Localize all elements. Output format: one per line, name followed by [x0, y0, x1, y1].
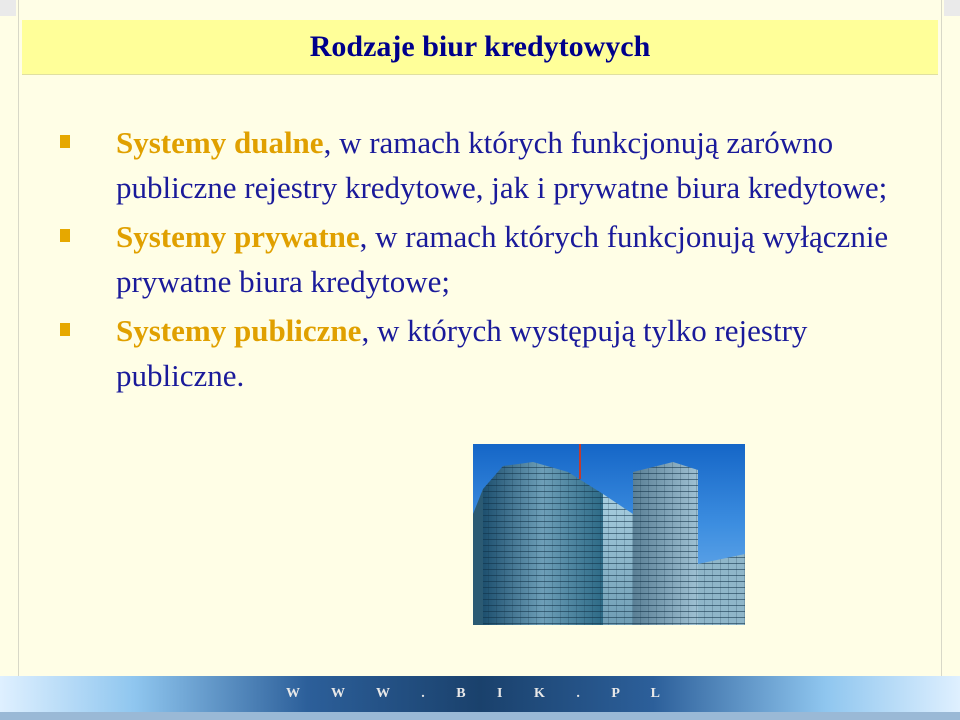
right-guide-line	[941, 0, 942, 690]
footer-website: W W W . B I K . P L	[285, 686, 675, 701]
rear-tower-floors	[633, 462, 698, 625]
bullet-highlight: Systemy publiczne	[116, 313, 362, 348]
bullet-text: , w których występują tylko rejestry publiczne.	[116, 313, 808, 393]
bullet-highlight: Systemy dualne	[116, 125, 324, 160]
curved-tower-floors	[483, 462, 603, 625]
square-bullet-icon	[60, 229, 70, 242]
corner-decoration-right	[944, 0, 960, 16]
slide-title: Rodzaje biur kredytowych	[309, 30, 651, 63]
bullet-text: , w ramach których funkcjonują zarówno publiczne rejestry kredytowe, jak i prywatne biura kredytowe;	[116, 125, 888, 205]
bullet-item-dual	[60, 120, 900, 210]
bullet-text: , w ramach których funkcjonują wyłącznie prywatne biura kredytowe;	[116, 219, 889, 299]
side-building-floors	[698, 554, 745, 625]
left-guide-line	[18, 0, 19, 690]
corner-decoration-left	[0, 0, 16, 16]
office-building-photo	[473, 444, 745, 625]
lower-block-floors	[603, 494, 633, 625]
building-edge-shape	[473, 489, 483, 625]
footer-strip	[0, 712, 960, 720]
bullet-list	[60, 120, 900, 402]
footer-banner	[0, 676, 960, 712]
title-band	[22, 20, 938, 75]
bullet-item-public	[60, 308, 900, 398]
bullet-item-private	[60, 214, 900, 304]
bullet-highlight: Systemy prywatne	[116, 219, 360, 254]
antenna-shape	[579, 444, 581, 479]
square-bullet-icon	[60, 323, 70, 336]
square-bullet-icon	[60, 135, 70, 148]
office-building-illustration	[473, 444, 745, 625]
